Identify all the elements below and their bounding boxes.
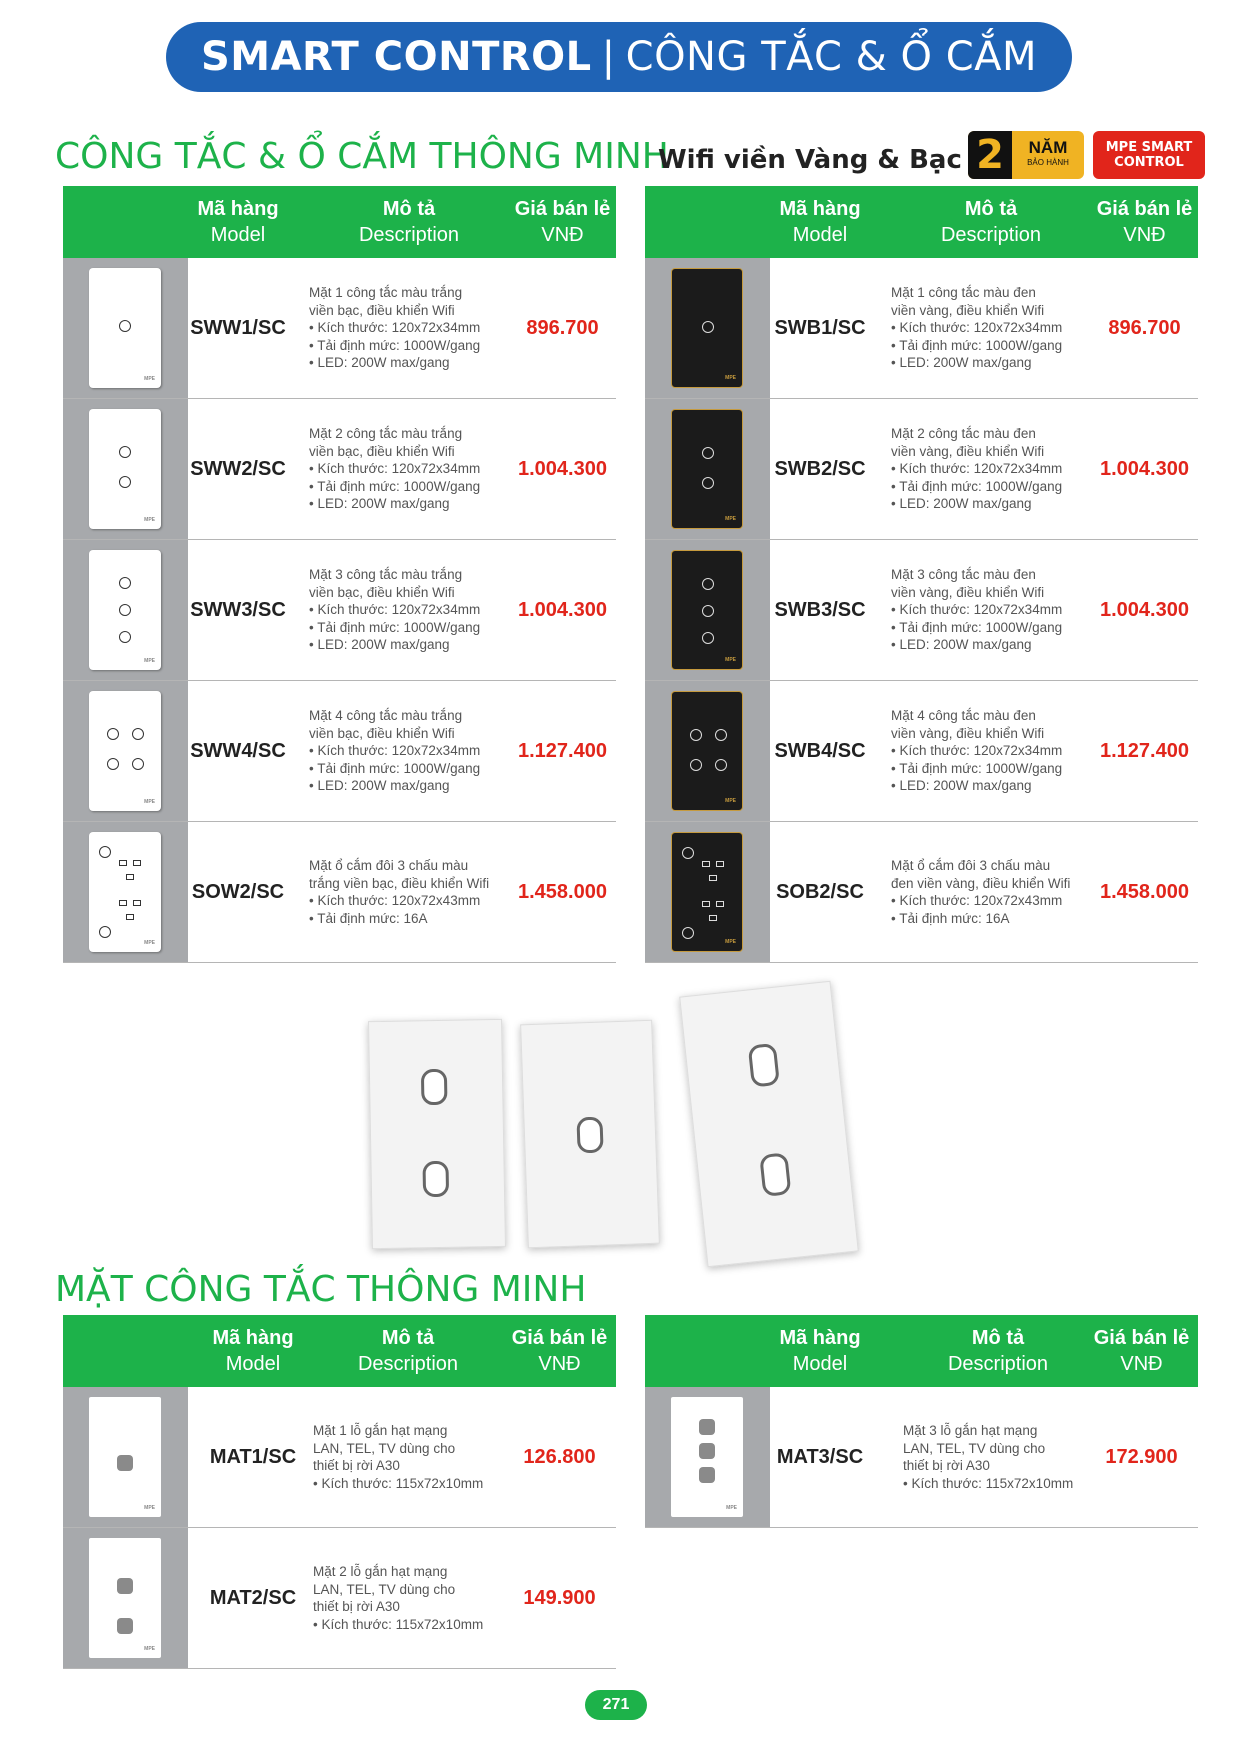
black-plate	[671, 268, 743, 388]
product-thumbnail	[645, 258, 770, 398]
product-description	[313, 1387, 503, 1527]
description-line: • Kích thước: 120x72x43mm	[309, 893, 481, 908]
warranty-text	[1012, 140, 1084, 170]
product-model: SWW1/SC	[190, 316, 286, 339]
touch-button-icon	[119, 577, 131, 589]
product-row	[645, 399, 1198, 540]
description-line: • Tải định mức: 1000W/gang	[891, 478, 1063, 494]
product-description	[309, 258, 509, 398]
product-row	[63, 1387, 616, 1528]
mpe-logo-icon: MPE	[144, 1505, 155, 1511]
description-line: • Kích thước: 115x72x10mm	[903, 1475, 1074, 1491]
product-price: 126.800	[523, 1445, 596, 1468]
product-thumbnail	[63, 822, 188, 962]
mpe-logo-icon: MPE	[725, 798, 736, 804]
mpe-logo-icon: MPE	[725, 516, 736, 522]
product-row	[63, 540, 616, 681]
product-thumbnail	[645, 1387, 770, 1527]
description-line: • Tải định mức: 16A	[309, 910, 428, 926]
white-plate	[89, 409, 161, 529]
photo-hole	[421, 1069, 448, 1105]
product-description	[891, 399, 1091, 539]
description-line: • Kích thước: 120x72x34mm	[309, 320, 481, 336]
banner-light: CÔNG TẮC & Ổ CẮM	[625, 34, 1038, 80]
touch-button-icon	[119, 446, 131, 458]
description-line: • Kích thước: 120x72x43mm	[891, 893, 1063, 908]
mat-plate	[671, 1397, 743, 1517]
product-model: SWB4/SC	[774, 739, 866, 762]
product-row	[645, 1387, 1198, 1528]
description-line: • Kích thước: 120x72x34mm	[891, 602, 1063, 618]
description-line: • Kích thước: 120x72x34mm	[309, 743, 481, 759]
product-row	[645, 540, 1198, 681]
product-model: MAT1/SC	[209, 1445, 297, 1468]
product-model: SOW2/SC	[191, 880, 285, 903]
product-thumbnail	[645, 681, 770, 821]
white-plate	[89, 550, 161, 670]
table-header	[63, 1315, 616, 1387]
header-price	[1085, 1325, 1198, 1377]
banner-bold: SMART CONTROL	[200, 34, 592, 80]
mpe-logo-icon: MPE	[144, 517, 155, 523]
description-line: • LED: 200W max/gang	[309, 355, 450, 371]
description-line: viền bạc, điều khiển Wifi	[309, 443, 455, 459]
product-model: MAT3/SC	[776, 1445, 864, 1468]
header-desc-vi: Mô tả	[964, 198, 1018, 220]
white-switch-table	[63, 186, 616, 963]
description-line: Mặt 2 công tắc màu trắng	[309, 426, 463, 442]
touch-button-icon	[119, 631, 131, 643]
touch-button-icon	[107, 758, 119, 770]
header-model-en: Model	[792, 224, 848, 246]
description-line: • LED: 200W max/gang	[891, 778, 1032, 794]
description-line: • Tải định mức: 1000W/gang	[891, 619, 1063, 635]
product-description	[891, 258, 1091, 398]
header-price-en: VNĐ	[538, 1353, 581, 1375]
header-price-vi: Giá bán lẻ	[514, 198, 611, 220]
header-model	[188, 1325, 318, 1377]
touch-button-icon	[702, 632, 714, 644]
black-plate	[671, 550, 743, 670]
socket-pin-icon	[716, 861, 724, 867]
description-line: • LED: 200W max/gang	[309, 496, 450, 512]
touch-button-icon	[99, 846, 111, 858]
product-description	[891, 681, 1091, 821]
description-line: • Kích thước: 120x72x34mm	[891, 320, 1063, 336]
description-line: thiết bị rời A30	[313, 1458, 400, 1473]
product-model: SWB3/SC	[774, 598, 866, 621]
product-model: SWW3/SC	[190, 598, 286, 621]
touch-button-icon	[132, 728, 144, 740]
socket-pin-icon	[702, 901, 710, 907]
product-row	[645, 681, 1198, 822]
product-model: SWW4/SC	[190, 739, 286, 762]
header-model-en: Model	[210, 224, 266, 246]
description-line: • Kích thước: 120x72x34mm	[309, 461, 481, 477]
header-desc-vi: Mô tả	[382, 198, 436, 220]
header-desc-vi: Mô tả	[381, 1327, 435, 1349]
product-thumbnail	[63, 399, 188, 539]
product-description	[309, 822, 509, 962]
header-model	[770, 196, 870, 248]
mpe-logo-icon: MPE	[144, 1646, 155, 1652]
warranty-number: 2	[968, 131, 1012, 179]
banner-separator: |	[601, 34, 616, 80]
description-line: Mặt 3 công tắc màu trắng	[309, 567, 463, 583]
photo-hole	[759, 1152, 791, 1197]
header-desc	[903, 1325, 1093, 1377]
touch-button-icon	[119, 476, 131, 488]
header-model-en: Model	[225, 1353, 281, 1375]
touch-button-icon	[702, 605, 714, 617]
description-line: viền bạc, điều khiển Wifi	[309, 302, 455, 318]
header-desc-en: Description	[357, 1353, 459, 1375]
table-header	[645, 186, 1198, 258]
product-thumbnail	[63, 1528, 188, 1668]
product-description	[313, 1528, 503, 1668]
touch-button-icon	[702, 578, 714, 590]
header-price-vi: Giá bán lẻ	[511, 1327, 608, 1349]
white-plate	[89, 832, 161, 952]
touch-button-icon	[107, 728, 119, 740]
white-plate	[89, 691, 161, 811]
header-price-en: VNĐ	[1123, 224, 1166, 246]
white-plate	[89, 268, 161, 388]
product-description	[309, 540, 509, 680]
mpe-logo-icon: MPE	[144, 658, 155, 664]
page-number: 271	[585, 1690, 647, 1720]
header-model-vi: Mã hàng	[779, 198, 861, 220]
keystone-hole-icon	[699, 1467, 715, 1483]
description-line: • Tải định mức: 1000W/gang	[891, 760, 1063, 776]
black-switch-table	[645, 186, 1198, 963]
product-photo-1-hole	[520, 1020, 660, 1248]
product-thumbnail	[645, 399, 770, 539]
description-line: • LED: 200W max/gang	[891, 496, 1032, 512]
mat-table-left	[63, 1315, 616, 1669]
touch-button-icon	[715, 729, 727, 741]
header-model-vi: Mã hàng	[779, 1327, 861, 1349]
description-line: Mặt ổ cắm đôi 3 chấu màu	[309, 858, 469, 873]
description-line: • Tải định mức: 1000W/gang	[309, 760, 481, 776]
description-line: Mặt 4 công tắc màu trắng	[309, 708, 463, 724]
header-price-en: VNĐ	[1120, 1353, 1163, 1375]
description-line: LAN, TEL, TV dùng cho	[313, 1581, 456, 1597]
product-price: 1.004.300	[1100, 457, 1189, 480]
description-line: Mặt 4 công tắc màu đen	[891, 708, 1036, 724]
description-line: • LED: 200W max/gang	[309, 778, 450, 794]
product-price: 1.004.300	[518, 457, 607, 480]
black-plate	[671, 691, 743, 811]
table-header	[63, 186, 616, 258]
socket-earth-icon	[126, 874, 134, 880]
description-line: Mặt 2 lỗ gắn hạt mạng	[313, 1564, 448, 1579]
keystone-hole-icon	[699, 1443, 715, 1459]
product-row	[63, 1528, 616, 1669]
product-price: 896.700	[1108, 316, 1181, 339]
product-thumbnail	[63, 1387, 188, 1527]
product-model: SOB2/SC	[776, 880, 864, 903]
header-desc-vi: Mô tả	[971, 1327, 1025, 1349]
photo-hole	[748, 1043, 780, 1088]
section1-title: CÔNG TẮC & Ổ CẮM THÔNG MINH	[55, 136, 669, 177]
description-line: thiết bị rời A30	[313, 1599, 400, 1614]
touch-button-icon	[682, 927, 694, 939]
product-model: SWW2/SC	[190, 457, 286, 480]
mat-table-right	[645, 1315, 1198, 1528]
header-desc-en: Description	[358, 224, 460, 246]
touch-button-icon	[702, 477, 714, 489]
product-photo-2-hole-angle	[679, 981, 859, 1267]
header-desc-en: Description	[947, 1353, 1049, 1375]
description-line: đen viền vàng, điều khiển Wifi	[891, 875, 1071, 891]
description-line: Mặt 1 lỗ gắn hạt mạng	[313, 1423, 448, 1438]
product-description	[891, 540, 1091, 680]
mpe-logo-icon: MPE	[725, 939, 736, 945]
description-line: • LED: 200W max/gang	[891, 355, 1032, 371]
product-model: SWB1/SC	[774, 316, 866, 339]
keystone-hole-icon	[699, 1419, 715, 1435]
description-line: viền vàng, điều khiển Wifi	[891, 302, 1045, 318]
description-line: Mặt 1 công tắc màu đen	[891, 285, 1036, 301]
mpe-logo-icon: MPE	[725, 657, 736, 663]
mat-plate	[89, 1397, 161, 1517]
badge-line1: MPE SMART	[1105, 140, 1193, 155]
description-line: • Tải định mức: 1000W/gang	[309, 337, 481, 353]
socket-pin-icon	[133, 860, 141, 866]
keystone-hole-icon	[117, 1455, 133, 1471]
warranty-sub: BẢO HÀNH	[1027, 158, 1069, 167]
touch-button-icon	[119, 320, 131, 332]
header-desc	[309, 196, 509, 248]
header-price	[503, 1325, 616, 1377]
description-line: viền bạc, điều khiển Wifi	[309, 584, 455, 600]
product-description	[891, 822, 1091, 962]
product-price: 1.458.000	[1100, 880, 1189, 903]
header-model-vi: Mã hàng	[212, 1327, 294, 1349]
product-thumbnail	[63, 681, 188, 821]
touch-button-icon	[119, 604, 131, 616]
product-thumbnail	[645, 822, 770, 962]
header-price	[1091, 196, 1198, 248]
description-line: • Tải định mức: 1000W/gang	[891, 337, 1063, 353]
mpe-smart-control-badge	[1093, 131, 1205, 179]
touch-button-icon	[132, 758, 144, 770]
product-model: SWB2/SC	[774, 457, 866, 480]
description-line: viền vàng, điều khiển Wifi	[891, 725, 1045, 741]
product-description	[309, 681, 509, 821]
table-header	[645, 1315, 1198, 1387]
touch-button-icon	[702, 447, 714, 459]
description-line: • Kích thước: 120x72x34mm	[891, 743, 1063, 759]
description-line: • Tải định mức: 16A	[891, 910, 1010, 926]
black-plate	[671, 409, 743, 529]
section2-title: MẶT CÔNG TẮC THÔNG MINH	[55, 1269, 587, 1310]
touch-button-icon	[690, 759, 702, 771]
header-price-vi: Giá bán lẻ	[1093, 1327, 1190, 1349]
product-price: 1.004.300	[1100, 598, 1189, 621]
description-line: thiết bị rời A30	[903, 1458, 990, 1473]
page-banner	[166, 22, 1072, 92]
header-price-vi: Giá bán lẻ	[1096, 198, 1193, 220]
product-description	[903, 1387, 1093, 1527]
description-line: Mặt 3 công tắc màu đen	[891, 567, 1036, 583]
socket-earth-icon	[126, 914, 134, 920]
product-price: 1.458.000	[518, 880, 607, 903]
product-thumbnail	[645, 540, 770, 680]
photo-hole	[576, 1117, 603, 1154]
description-line: • Kích thước: 115x72x10mm	[313, 1475, 484, 1491]
description-line: • Tải định mức: 1000W/gang	[309, 619, 481, 635]
socket-pin-icon	[119, 900, 127, 906]
section1-subtitle: Wifi viền Vàng & Bạc	[658, 145, 962, 175]
description-line: • LED: 200W max/gang	[309, 637, 450, 653]
description-line: • Tải định mức: 1000W/gang	[309, 478, 481, 494]
product-price: 172.900	[1105, 1445, 1178, 1468]
description-line: • LED: 200W max/gang	[891, 637, 1032, 653]
header-price-en: VNĐ	[541, 224, 584, 246]
product-row	[63, 399, 616, 540]
product-row	[63, 822, 616, 963]
product-thumbnail	[63, 258, 188, 398]
product-row	[63, 681, 616, 822]
mpe-logo-icon: MPE	[144, 799, 155, 805]
product-price: 149.900	[523, 1586, 596, 1609]
description-line: • Kích thước: 120x72x34mm	[309, 602, 481, 618]
description-line: Mặt 2 công tắc màu đen	[891, 426, 1036, 442]
product-price: 1.127.400	[518, 739, 607, 762]
photo-hole	[422, 1161, 449, 1197]
product-price: 896.700	[526, 316, 599, 339]
touch-button-icon	[99, 926, 111, 938]
mpe-logo-icon: MPE	[726, 1505, 737, 1511]
header-model-vi: Mã hàng	[197, 198, 279, 220]
header-model-en: Model	[792, 1353, 848, 1375]
mat-plate	[89, 1538, 161, 1658]
mpe-logo-icon: MPE	[144, 940, 155, 946]
warranty-label: NĂM	[1028, 138, 1068, 157]
header-desc-en: Description	[940, 224, 1042, 246]
product-photo-2-hole	[368, 1019, 506, 1249]
description-line: Mặt ổ cắm đôi 3 chấu màu	[891, 858, 1051, 873]
keystone-hole-icon	[117, 1578, 133, 1594]
socket-pin-icon	[133, 900, 141, 906]
header-desc	[313, 1325, 503, 1377]
warranty-badge	[968, 131, 1084, 179]
product-row	[645, 258, 1198, 399]
touch-button-icon	[715, 759, 727, 771]
touch-button-icon	[690, 729, 702, 741]
keystone-hole-icon	[117, 1618, 133, 1634]
header-desc	[891, 196, 1091, 248]
description-line: viền vàng, điều khiển Wifi	[891, 443, 1045, 459]
description-line: Mặt 3 lỗ gắn hạt mạng	[903, 1423, 1038, 1438]
description-line: trắng viền bạc, điều khiển Wifi	[309, 875, 490, 891]
socket-pin-icon	[702, 861, 710, 867]
black-plate	[671, 832, 743, 952]
socket-earth-icon	[709, 915, 717, 921]
badge-line2: CONTROL	[1114, 155, 1184, 170]
product-row	[63, 258, 616, 399]
touch-button-icon	[682, 847, 694, 859]
socket-earth-icon	[709, 875, 717, 881]
description-line: • Kích thước: 115x72x10mm	[313, 1616, 484, 1632]
header-price	[509, 196, 616, 248]
description-line: viền vàng, điều khiển Wifi	[891, 584, 1045, 600]
mpe-logo-icon: MPE	[725, 375, 736, 381]
product-description	[309, 399, 509, 539]
product-row	[645, 822, 1198, 963]
description-line: LAN, TEL, TV dùng cho	[313, 1440, 456, 1456]
header-model	[188, 196, 288, 248]
description-line: viền bạc, điều khiển Wifi	[309, 725, 455, 741]
description-line: Mặt 1 công tắc màu trắng	[309, 285, 463, 301]
product-model: MAT2/SC	[209, 1586, 297, 1609]
description-line: • Kích thước: 120x72x34mm	[891, 461, 1063, 477]
product-price: 1.127.400	[1100, 739, 1189, 762]
header-model	[770, 1325, 870, 1377]
socket-pin-icon	[119, 860, 127, 866]
mpe-logo-icon: MPE	[144, 376, 155, 382]
product-price: 1.004.300	[518, 598, 607, 621]
product-thumbnail	[63, 540, 188, 680]
touch-button-icon	[702, 321, 714, 333]
description-line: LAN, TEL, TV dùng cho	[903, 1440, 1046, 1456]
socket-pin-icon	[716, 901, 724, 907]
